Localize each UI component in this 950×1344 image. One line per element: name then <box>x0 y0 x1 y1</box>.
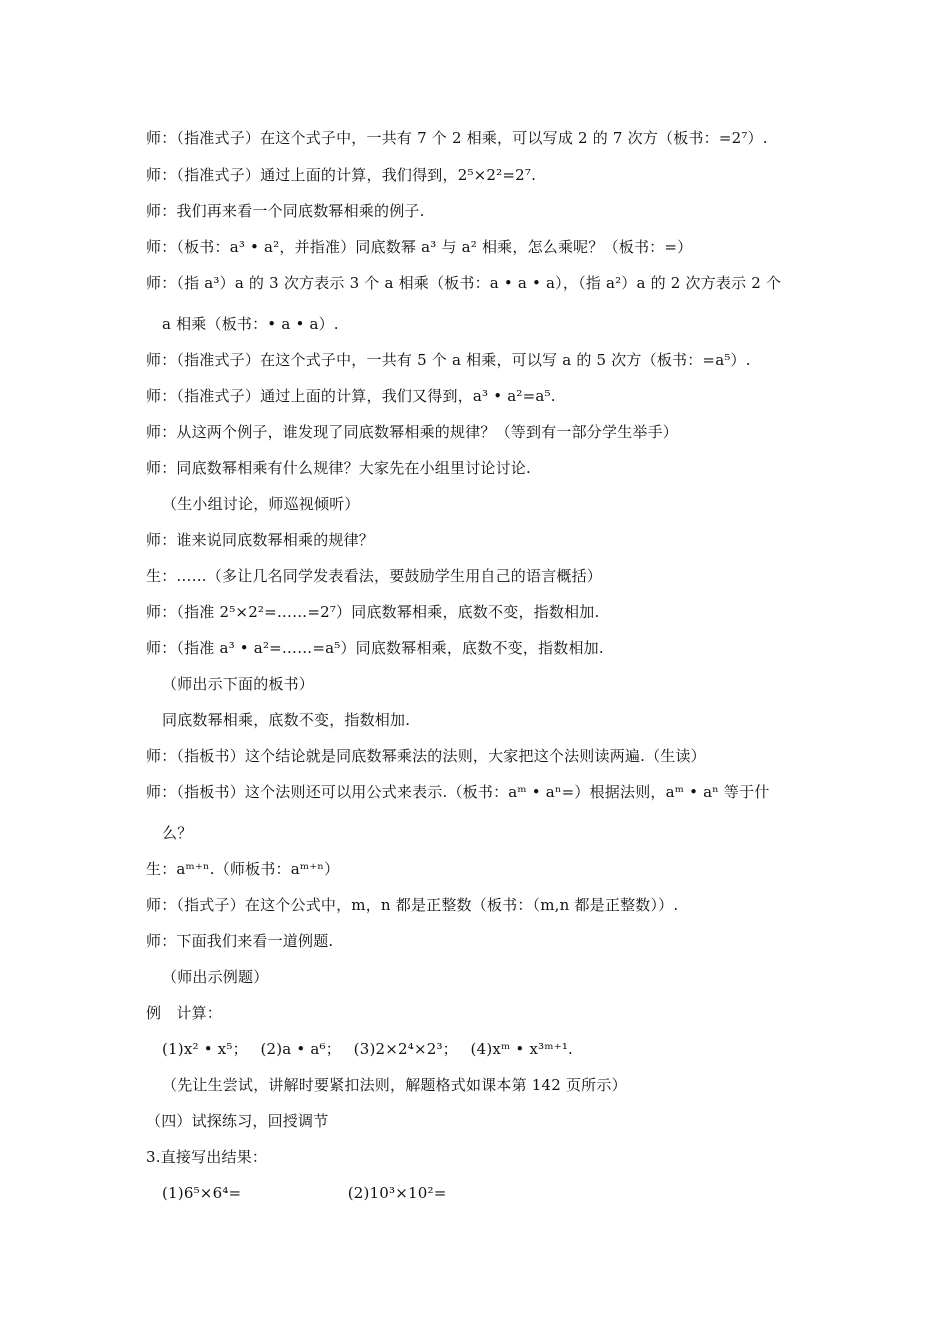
text-line: 师：（指准 a³ • a²=……=a⁵）同底数幂相乘，底数不变，指数相加. <box>146 639 604 657</box>
text-line: （先让生尝试，讲解时要紧扣法则，解题格式如课本第 142 页所示） <box>162 1076 627 1094</box>
text-line: 3.直接写出结果： <box>146 1148 268 1166</box>
text-line: 师：我们再来看一个同底数幂相乘的例子. <box>146 202 425 220</box>
text-line: 师：从这两个例子，谁发现了同底数幂相乘的规律？（等到有一部分学生举手） <box>146 423 679 441</box>
text-line: 师：下面我们来看一道例题. <box>146 932 334 950</box>
text-line: 师：同底数幂相乘有什么规律？大家先在小组里讨论讨论. <box>146 459 531 477</box>
text-line: （四）试探练习，回授调节 <box>146 1112 329 1130</box>
text-line: (1)6⁵×6⁴= (2)10³×10²= <box>162 1184 447 1202</box>
text-line: 师：（板书：a³ • a²，并指准）同底数幂 a³ 与 a² 相乘，怎么乘呢？（板书：=） <box>146 238 693 256</box>
text-line: （师出示下面的板书） <box>162 675 315 693</box>
text-line: 生：……（多让几名同学发表看法，要鼓励学生用自己的语言概括） <box>146 567 603 585</box>
text-line: 生：aᵐ⁺ⁿ.（师板书：aᵐ⁺ⁿ） <box>146 860 340 878</box>
text-line: 师：（指准式子）通过上面的计算，我们得到，2⁵×2²=2⁷. <box>146 166 537 184</box>
text-line: 师：（指准 2⁵×2²=……=2⁷）同底数幂相乘，底数不变，指数相加. <box>146 603 600 621</box>
text-line: 师：（指准式子）通过上面的计算，我们又得到，a³ • a²=a⁵. <box>146 387 556 405</box>
text-line: a 相乘（板书：• a • a）. <box>162 315 339 333</box>
text-line: 例 计算： <box>146 1004 223 1022</box>
text-line: 么？ <box>162 824 193 842</box>
text-line: （师出示例题） <box>162 968 269 986</box>
text-line: 师：（指准式子）在这个式子中，一共有 7 个 2 相乘，可以写成 2 的 7 次方（板书：=2⁷）. <box>146 129 768 147</box>
text-line: 师：（指准式子）在这个式子中，一共有 5 个 a 相乘，可以写 a 的 5 次方（板书：=a⁵）. <box>146 351 751 369</box>
text-line: 师：（指板书）这个法则还可以用公式来表示.（板书：aᵐ • aⁿ=）根据法则，aᵐ • aⁿ 等于什 <box>146 783 770 801</box>
text-line: 同底数幂相乘，底数不变，指数相加. <box>162 711 411 729</box>
text-line: （生小组讨论，师巡视倾听） <box>162 495 360 513</box>
text-line: 师：（指板书）这个结论就是同底数幂乘法的法则，大家把这个法则读两遍.（生读） <box>146 747 706 765</box>
text-line: 师：（指式子）在这个公式中，m，n 都是正整数（板书：（m,n 都是正整数））. <box>146 896 679 914</box>
text-line: 师：（指 a³）a 的 3 次方表示 3 个 a 相乘（板书：a • a • a），（指 a²）a 的 2 次方表示 2 个 <box>146 274 782 292</box>
text-line: 师：谁来说同底数幂相乘的规律？ <box>146 531 375 549</box>
text-line: (1)x² • x⁵； (2)a • a⁶； (3)2×2⁴×2³； (4)xᵐ • x³ᵐ⁺¹. <box>162 1040 574 1058</box>
